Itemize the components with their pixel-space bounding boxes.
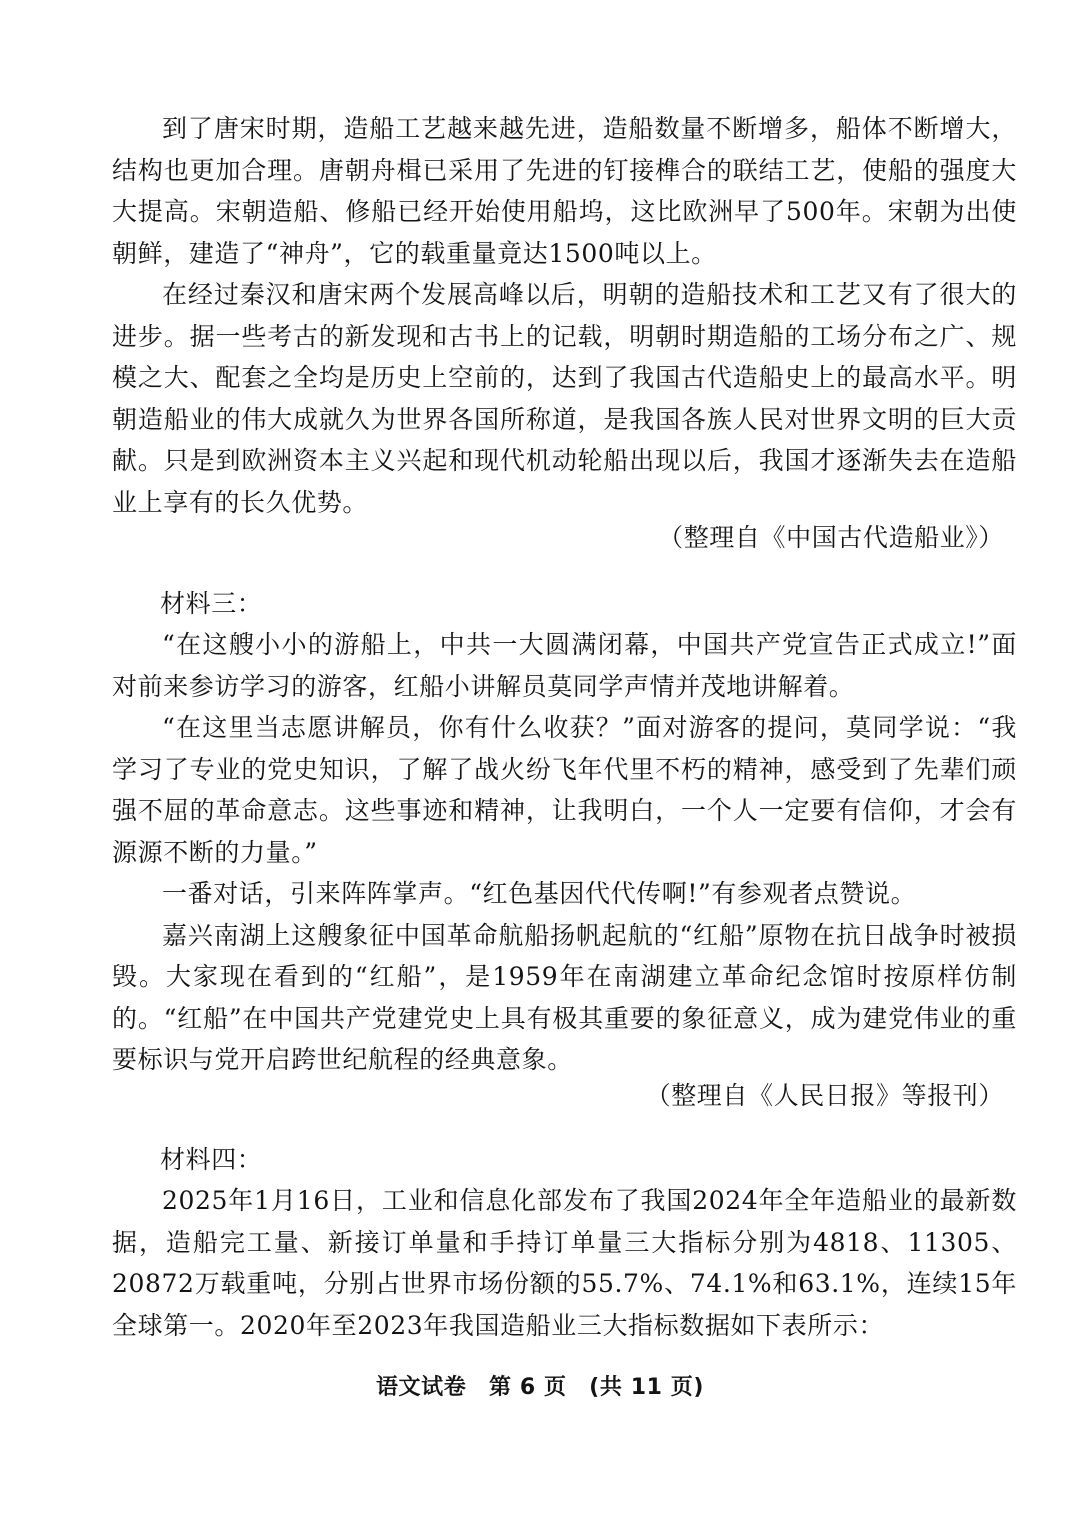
- paragraph-volunteer-dialogue: “在这里当志愿讲解员，你有什么收获？”面对游客的提问，莫同学说：“我学习了专业的党史知识，了解了战火纷飞年代里不朽的精神，感受到了先辈们顽强不屈的革命意志。这些事迹和精神，让我明白，一个人一定要有信仰，才会有源源不断的力量。”: [112, 713, 1017, 867]
- source-citation-ancient-shipbuilding: （整理自《中国古代造船业》）: [658, 523, 1004, 552]
- material-four-body: [112, 1180, 1017, 1346]
- page-footer: 语文试卷 第 6 页 (共 11 页): [375, 1375, 705, 1400]
- paragraph-applause: 一番对话，引来阵阵掌声。“红色基因代代传啊!”有参观者点赞说。: [162, 879, 917, 908]
- paragraph-tang-song-shipbuilding: 到了唐宋时期，造船工艺越来越先进，造船数量不断增多，船体不断增大，结构也更加合理。唐朝舟楫已采用了先进的钉接榫合的联结工艺，使船的强度大大提高。宋朝造船、修船已经开始使用船坞，这比欧洲早了500年。宋朝为出使朝鲜，建造了“神舟”，它的载重量竟达1500吨以上。: [112, 114, 1017, 268]
- material-two-continued: [112, 108, 1017, 523]
- paragraph-red-boat-history: 嘉兴南湖上这艘象征中国革命航船扬帆起航的“红船”原物在抗日战争时被损毁。大家现在看到的“红船”，是1959年在南湖建立革命纪念馆时按原样仿制的。“红船”在中国共产党建党史上具有极其重要的象征意义，成为建党伟业的重要标识与党开启跨世纪航程的经典意象。: [112, 920, 1017, 1074]
- paragraph-red-boat-guide: “在这艘小小的游船上，中共一大圆满闭幕，中国共产党宣告正式成立!”面对前来参访学习的游客，红船小讲解员莫同学声情并茂地讲解着。: [112, 630, 1017, 701]
- material-three-heading: 材料三：: [160, 589, 263, 618]
- material-four-heading: 材料四：: [160, 1145, 263, 1174]
- paragraph-shipbuilding-statistics: 2025年1月16日，工业和信息化部发布了我国2024年全年造船业的最新数据，造船完工量、新接订单量和手持订单量三大指标分别为4818、11305、20872万载重吨，分别占世界市场份额的55.7%、74.1%和63.1%，连续15年全球第一。2020年至2023年我国造船业三大指标数据如下表所示：: [112, 1186, 1017, 1340]
- paragraph-ming-shipbuilding: 在经过秦汉和唐宋两个发展高峰以后，明朝的造船技术和工艺又有了很大的进步。据一些考古的新发现和古书上的记载，明朝时期造船的工场分布之广、规模之大、配套之全均是历史上空前的，达到了我国古代造船史上的最高水平。明朝造船业的伟大成就久为世界各国所称道，是我国各族人民对世界文明的巨大贡献。只是到欧洲资本主义兴起和现代机动轮船出现以后，我国才逐渐失去在造船业上享有的长久优势。: [112, 280, 1017, 517]
- material-three-body: [112, 624, 1017, 1081]
- source-citation-peoples-daily: （整理自《人民日报》等报刊）: [645, 1081, 1004, 1110]
